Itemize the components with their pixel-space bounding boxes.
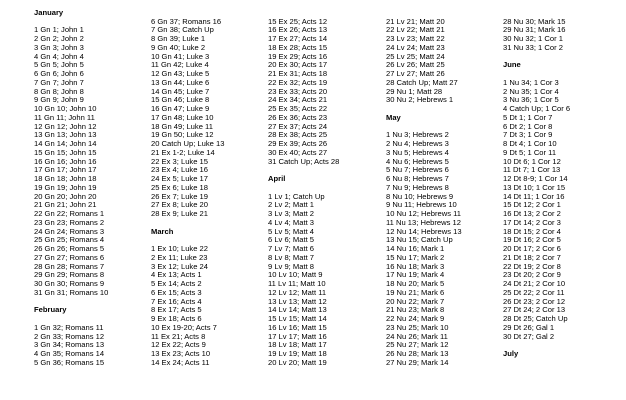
column-4 xyxy=(386,0,462,368)
reading-entry: 15 Dt 12; 2 Cor 1 xyxy=(503,200,561,210)
reading-entry: 7 Nu 9; Hebrews 8 xyxy=(386,182,449,192)
reading-entry: 25 Nu 27; Mark 12 xyxy=(386,340,449,350)
reading-entry: 28 Gn 28; Romans 7 xyxy=(34,261,105,271)
reading-entry: 4 Gn 4; John 4 xyxy=(34,51,84,61)
reading-entry: 23 Gn 23; Romans 2 xyxy=(34,217,105,227)
reading-entry: 17 Nu 19; Mark 4 xyxy=(386,270,445,280)
reading-entry: 4 Catch Up; 1 Cor 6 xyxy=(503,104,571,113)
column-3 xyxy=(268,0,339,368)
reading-entry: 28 Nu 30; Mark 15 xyxy=(503,16,566,26)
reading-entry: 30 Dt 27; Gal 2 xyxy=(503,331,555,341)
reading-entry: 30 Ex 40; Acts 27 xyxy=(268,147,328,157)
month-heading: April xyxy=(268,174,286,183)
reading-entry: 31 Gn 31; Romans 10 xyxy=(34,287,109,297)
reading-entry: 7 Dt 3; 1 Cor 9 xyxy=(503,130,553,140)
reading-entry: 24 Gn 24; Romans 3 xyxy=(34,226,105,236)
reading-entry: 10 Ex 19-20; Acts 7 xyxy=(151,322,217,332)
reading-entry: 23 Ex 4; Luke 16 xyxy=(151,165,208,175)
month-heading: February xyxy=(34,305,67,315)
reading-entry: 14 Gn 14; John 14 xyxy=(34,139,97,148)
reading-entry: 5 Lv 5; Matt 4 xyxy=(268,226,315,236)
reading-entry: 19 Gn 50; Luke 12 xyxy=(151,130,214,140)
reading-entry: 19 Lv 19; Matt 18 xyxy=(268,349,327,358)
reading-entry: 4 Nu 6; Hebrews 5 xyxy=(386,156,449,166)
reading-entry: 18 Gn 18; John 18 xyxy=(34,174,97,183)
spacer xyxy=(503,0,570,9)
reading-entry: 30 Nu 32; 1 Cor 1 xyxy=(503,34,563,43)
reading-entry: 22 Gn 22; Romans 1 xyxy=(34,209,105,218)
reading-entry: 2 Nu 4; Hebrews 3 xyxy=(386,139,449,148)
reading-entry: 2 Nu 35; 1 Cor 4 xyxy=(503,86,559,96)
month-heading: June xyxy=(503,60,521,70)
reading-entry: 20 Lv 20; Matt 19 xyxy=(268,357,327,367)
reading-entry: 10 Gn 41; Luke 3 xyxy=(151,51,210,61)
reading-entry: 17 Gn 48; Luke 10 xyxy=(151,112,214,122)
reading-entry: 13 Lv 13; Matt 12 xyxy=(268,296,327,306)
reading-entry: 12 Nu 14; Hebrews 13 xyxy=(386,226,462,236)
reading-entry: 14 Nu 16; Mark 1 xyxy=(386,244,445,253)
reading-entry: 1 Gn 32; Romans 11 xyxy=(34,322,104,332)
reading-entry: 28 Ex 38; Acts 25 xyxy=(268,130,328,140)
reading-entry: 23 Dt 20; 2 Cor 9 xyxy=(503,270,561,280)
reading-entry: 22 Lv 22; Matt 21 xyxy=(386,25,445,35)
reading-entry: 18 Dt 15; 2 Cor 4 xyxy=(503,226,561,236)
reading-entry: 20 Dt 17; 2 Cor 6 xyxy=(503,244,561,253)
reading-entry: 19 Ex 29; Acts 16 xyxy=(268,51,328,61)
reading-entry: 26 Lv 26; Matt 25 xyxy=(386,60,445,70)
reading-entry: 4 Ex 13; Acts 1 xyxy=(151,270,202,280)
reading-entry: 10 Gn 10; John 10 xyxy=(34,104,97,113)
reading-entry: 30 Nu 2; Hebrews 1 xyxy=(386,95,454,105)
reading-entry: 5 Gn 36; Romans 15 xyxy=(34,357,105,367)
reading-entry: 18 Nu 20; Mark 5 xyxy=(386,279,445,288)
reading-entry: 16 Ex 26; Acts 13 xyxy=(268,25,328,35)
reading-entry: 16 Gn 47; Luke 9 xyxy=(151,104,210,113)
column-5 xyxy=(503,0,570,359)
reading-entry: 21 Ex 31; Acts 18 xyxy=(268,69,328,78)
reading-entry: 14 Ex 24; Acts 11 xyxy=(151,357,210,367)
reading-entry: 1 Nu 34; 1 Cor 3 xyxy=(503,77,559,87)
reading-entry: 3 Nu 36; 1 Cor 5 xyxy=(503,95,559,105)
reading-entry: 29 Nu 31; Mark 16 xyxy=(503,25,566,35)
reading-entry: 20 Ex 30; Acts 17 xyxy=(268,60,328,70)
reading-entry: 25 Lv 25; Matt 24 xyxy=(386,51,445,61)
reading-entry: 8 Gn 8; John 8 xyxy=(34,86,84,96)
reading-entry: 10 Lv 10; Matt 9 xyxy=(268,270,323,280)
reading-entry: 29 Dt 26; Gal 1 xyxy=(503,322,555,332)
reading-entry: 2 Lv 2; Matt 1 xyxy=(268,200,315,210)
reading-entry: 18 Ex 28; Acts 15 xyxy=(268,42,328,52)
reading-entry: 29 Nu 1; Matt 28 xyxy=(386,86,443,96)
reading-entry: 16 Gn 16; John 16 xyxy=(34,156,97,166)
spacer xyxy=(268,0,339,9)
reading-entry: 20 Catch Up; Luke 13 xyxy=(151,139,225,148)
reading-entry: 15 Nu 17; Mark 2 xyxy=(386,252,445,262)
reading-entry: 8 Gn 39; Luke 1 xyxy=(151,34,206,43)
reading-entry: 27 Lv 27; Matt 26 xyxy=(386,69,445,78)
reading-entry: 21 Gn 21; John 21 xyxy=(34,200,97,210)
reading-entry: 2 Ex 11; Luke 23 xyxy=(151,252,208,262)
reading-entry: 8 Dt 4; 1 Cor 10 xyxy=(503,139,557,148)
reading-entry: 13 Gn 13; John 13 xyxy=(34,130,97,140)
reading-entry: 12 Lv 12; Matt 11 xyxy=(268,287,327,297)
reading-entry: 5 Nu 7; Hebrews 6 xyxy=(386,165,449,175)
reading-entry: 16 Lv 16; Matt 15 xyxy=(268,322,327,332)
reading-entry: 27 Gn 27; Romans 6 xyxy=(34,252,105,262)
reading-entry: 3 Gn 3; John 3 xyxy=(34,42,84,52)
reading-entry: 17 Lv 17; Matt 16 xyxy=(268,331,327,341)
reading-entry: 23 Lv 23; Matt 22 xyxy=(386,34,445,43)
reading-entry: 28 Ex 9; Luke 21 xyxy=(151,209,208,218)
reading-entry: 25 Gn 25; Romans 4 xyxy=(34,235,105,245)
reading-entry: 12 Gn 43; Luke 5 xyxy=(151,69,210,78)
reading-entry: 23 Ex 33; Acts 20 xyxy=(268,86,328,96)
reading-entry: 24 Lv 24; Matt 23 xyxy=(386,42,445,52)
reading-entry: 26 Dt 23; 2 Cor 12 xyxy=(503,296,566,306)
reading-entry: 16 Nu 18; Mark 3 xyxy=(386,261,445,271)
reading-entry: 11 Dt 7; 1 Cor 13 xyxy=(503,165,561,175)
reading-entry: 14 Gn 45; Luke 7 xyxy=(151,86,210,96)
reading-entry: 18 Lv 18; Matt 17 xyxy=(268,340,327,350)
reading-entry: 12 Gn 12; John 12 xyxy=(34,121,97,131)
reading-entry: 24 Dt 21; 2 Cor 10 xyxy=(503,279,566,288)
reading-entry: 6 Dt 2; 1 Cor 8 xyxy=(503,121,553,131)
reading-entry: 26 Nu 28; Mark 13 xyxy=(386,349,449,358)
reading-entry: 22 Ex 32; Acts 19 xyxy=(268,77,328,87)
reading-entry: 15 Gn 46; Luke 8 xyxy=(151,95,210,105)
reading-entry: 7 Ex 16; Acts 4 xyxy=(151,296,202,306)
reading-entry: 26 Ex 36; Acts 23 xyxy=(268,112,328,122)
reading-entry: 11 Ex 21; Acts 8 xyxy=(151,331,206,341)
reading-entry: 10 Nu 12; Hebrews 11 xyxy=(386,209,461,218)
reading-entry: 9 Nu 11; Hebrews 10 xyxy=(386,200,457,210)
reading-entry: 22 Nu 24; Mark 9 xyxy=(386,314,445,323)
reading-entry: 9 Gn 40; Luke 2 xyxy=(151,42,206,52)
spacer xyxy=(386,0,462,9)
reading-entry: 18 Gn 49; Luke 11 xyxy=(151,121,213,131)
reading-entry: 9 Ex 18; Acts 6 xyxy=(151,314,202,323)
reading-entry: 15 Lv 15; Matt 14 xyxy=(268,314,327,323)
spacer xyxy=(151,0,224,9)
reading-entry: 3 Ex 12; Luke 24 xyxy=(151,261,208,271)
reading-entry: 21 Nu 23; Mark 8 xyxy=(386,305,445,315)
reading-entry: 19 Nu 21; Mark 6 xyxy=(386,287,445,297)
reading-entry: 24 Ex 34; Acts 21 xyxy=(268,95,328,105)
reading-entry: 15 Ex 25; Acts 12 xyxy=(268,16,328,26)
reading-entry: 27 Nu 29; Mark 14 xyxy=(386,357,449,367)
reading-entry: 6 Ex 15; Acts 3 xyxy=(151,287,202,297)
reading-entry: 4 Lv 4; Matt 3 xyxy=(268,217,315,227)
reading-entry: 2 Gn 2; John 2 xyxy=(34,34,84,43)
reading-entry: 8 Ex 17; Acts 5 xyxy=(151,305,202,315)
reading-entry: 16 Dt 13; 2 Cor 2 xyxy=(503,209,561,218)
reading-entry: 29 Ex 39; Acts 26 xyxy=(268,139,328,148)
reading-entry: 27 Ex 8; Luke 20 xyxy=(151,200,208,210)
reading-entry: 13 Dt 10; 1 Cor 15 xyxy=(503,182,566,192)
reading-entry: 5 Dt 1; 1 Cor 7 xyxy=(503,112,553,122)
reading-entry: 25 Dt 22; 2 Cor 11 xyxy=(503,287,565,297)
reading-entry: 26 Gn 26; Romans 5 xyxy=(34,244,105,253)
reading-entry: 11 Gn 11; John 11 xyxy=(34,112,95,122)
month-heading: May xyxy=(386,112,401,122)
reading-entry: 11 Lv 11; Matt 10 xyxy=(268,279,326,288)
reading-entry: 30 Gn 30; Romans 9 xyxy=(34,279,105,288)
reading-entry: 26 Ex 7; Luke 19 xyxy=(151,191,208,201)
reading-entry: 12 Ex 22; Acts 9 xyxy=(151,340,206,350)
reading-entry: 6 Lv 6; Matt 5 xyxy=(268,235,315,245)
reading-entry: 7 Gn 7; John 7 xyxy=(34,77,84,87)
reading-entry: 17 Gn 17; John 17 xyxy=(34,165,97,175)
reading-entry: 19 Gn 19; John 19 xyxy=(34,182,97,192)
reading-entry: 14 Dt 11; 1 Cor 16 xyxy=(503,191,565,201)
reading-entry: 7 Lv 7; Matt 6 xyxy=(268,244,315,253)
reading-entry: 24 Ex 5; Luke 17 xyxy=(151,174,208,183)
reading-entry: 13 Ex 23; Acts 10 xyxy=(151,349,211,358)
reading-entry: 31 Catch Up; Acts 28 xyxy=(268,156,340,166)
month-heading: July xyxy=(503,349,519,358)
reading-entry: 28 Dt 25; Catch Up xyxy=(503,314,568,323)
reading-entry: 5 Gn 5; John 5 xyxy=(34,60,84,70)
reading-entry: 20 Nu 22; Mark 7 xyxy=(386,296,445,306)
reading-entry: 6 Nu 8; Hebrews 7 xyxy=(386,174,449,183)
reading-entry: 17 Dt 14; 2 Cor 3 xyxy=(503,217,561,227)
reading-entry: 21 Ex 1-2; Luke 14 xyxy=(151,147,215,157)
month-heading: March xyxy=(151,226,174,236)
reading-entry: 8 Nu 10; Hebrews 9 xyxy=(386,191,454,201)
reading-entry: 13 Gn 44; Luke 6 xyxy=(151,77,210,87)
reading-entry: 7 Gn 38; Catch Up xyxy=(151,25,214,35)
reading-entry: 19 Dt 16; 2 Cor 5 xyxy=(503,235,561,245)
reading-entry: 11 Gn 42; Luke 4 xyxy=(151,60,209,70)
reading-entry: 11 Nu 13; Hebrews 12 xyxy=(386,217,461,227)
reading-entry: 22 Ex 3; Luke 15 xyxy=(151,156,208,166)
reading-entry: 6 Gn 37; Romans 16 xyxy=(151,16,222,26)
reading-entry: 22 Dt 19; 2 Cor 8 xyxy=(503,261,561,271)
reading-entry: 1 Nu 3; Hebrews 2 xyxy=(386,130,449,140)
reading-entry: 5 Ex 14; Acts 2 xyxy=(151,279,202,288)
reading-entry: 6 Gn 6; John 6 xyxy=(34,69,84,78)
reading-entry: 15 Gn 15; John 15 xyxy=(34,147,97,157)
reading-entry: 27 Ex 37; Acts 24 xyxy=(268,121,328,131)
reading-entry: 3 Nu 5; Hebrews 4 xyxy=(386,147,449,157)
reading-entry: 3 Gn 34; Romans 13 xyxy=(34,340,105,350)
reading-entry: 1 Ex 10; Luke 22 xyxy=(151,244,208,253)
reading-entry: 25 Ex 35; Acts 22 xyxy=(268,104,328,113)
reading-entry: 9 Gn 9; John 9 xyxy=(34,95,84,105)
reading-entry: 29 Gn 29; Romans 8 xyxy=(34,270,105,280)
reading-entry: 9 Lv 9; Matt 8 xyxy=(268,261,315,271)
month-heading: January xyxy=(34,7,64,17)
reading-entry: 31 Nu 33; 1 Cor 2 xyxy=(503,42,563,52)
reading-entry: 9 Dt 5; 1 Cor 11 xyxy=(503,147,557,157)
reading-entry: 28 Catch Up; Matt 27 xyxy=(386,77,458,87)
reading-entry: 1 Gn 1; John 1 xyxy=(34,25,84,35)
reading-entry: 17 Ex 27; Acts 14 xyxy=(268,34,328,43)
reading-entry: 24 Nu 26; Mark 11 xyxy=(386,331,448,341)
column-1 xyxy=(34,0,108,368)
reading-entry: 2 Gn 33; Romans 12 xyxy=(34,331,105,341)
reading-entry: 25 Ex 6; Luke 18 xyxy=(151,182,208,192)
reading-entry: 10 Dt 6; 1 Cor 12 xyxy=(503,156,561,166)
reading-entry: 21 Dt 18; 2 Cor 7 xyxy=(503,252,561,262)
column-2 xyxy=(151,0,224,368)
reading-entry: 14 Lv 14; Matt 13 xyxy=(268,305,327,315)
reading-entry: 21 Lv 21; Matt 20 xyxy=(386,16,445,26)
reading-entry: 12 Dt 8-9; 1 Cor 14 xyxy=(503,174,568,183)
reading-entry: 8 Lv 8; Matt 7 xyxy=(268,252,315,262)
reading-entry: 1 Lv 1; Catch Up xyxy=(268,191,325,201)
reading-entry: 4 Gn 35; Romans 14 xyxy=(34,349,105,358)
reading-entry: 23 Nu 25; Mark 10 xyxy=(386,322,449,332)
reading-entry: 3 Lv 3; Matt 2 xyxy=(268,209,315,218)
reading-entry: 27 Dt 24; 2 Cor 13 xyxy=(503,305,566,315)
reading-entry: 13 Nu 15; Catch Up xyxy=(386,235,453,245)
reading-entry: 20 Gn 20; John 20 xyxy=(34,191,97,201)
